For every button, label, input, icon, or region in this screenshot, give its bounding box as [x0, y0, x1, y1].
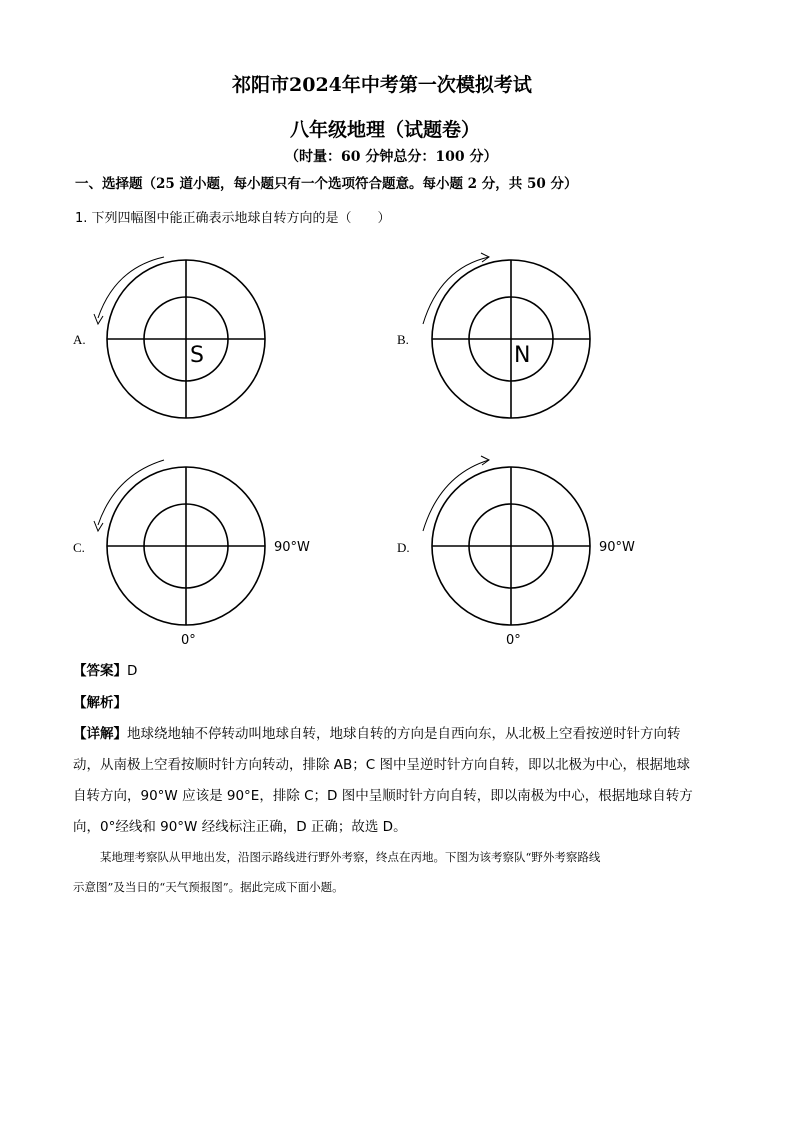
label-0-degree: 0° — [181, 633, 196, 648]
globe-diagram-a — [85, 248, 285, 428]
option-d-label: D. — [397, 540, 410, 555]
question-stem: 1. 下列四幅图中能正确表示地球自转方向的是（ ） — [75, 211, 391, 226]
detail-line-4: 向，0°经线和 90°W 经线标注正确，D 正确；故选 D。 — [73, 819, 407, 835]
passage-line-2: 示意图”及当日的“天气预报图”。据此完成下面小题。 — [73, 880, 344, 894]
detail-tag: 【详解】 — [73, 726, 127, 742]
pole-label-s: S — [190, 343, 204, 368]
option-b-label: B. — [397, 332, 409, 347]
rotation-arrow-icon — [423, 460, 489, 531]
answer-tag: 【答案】 — [73, 663, 127, 679]
time-info: （时量：60 分钟总分：100 分） — [285, 149, 498, 165]
pole-label-n: N — [514, 343, 531, 368]
globe-diagram-c — [85, 455, 325, 650]
passage-line-1: 某地理考察队从甲地出发，沿图示路线进行野外考察，终点在丙地。下图为该考察队“野外考察路线 — [100, 850, 601, 864]
detail-text-1: 地球绕地轴不停转动叫地球自转，地球自转的方向是自西向东，从北极上空看按逆时针方向转 — [127, 726, 681, 742]
analysis-tag: 【解析】 — [73, 695, 127, 711]
option-c-label: C. — [73, 540, 85, 555]
label-90w: 90°W — [599, 540, 635, 555]
answer-value: D — [127, 663, 138, 679]
globe-diagram-b — [410, 248, 610, 428]
option-a-label: A. — [73, 332, 86, 347]
detail-line-2: 动，从南极上空看按顺时针方向转动，排除 AB；C 图中呈逆时针方向自转，即以北极为中心，根据地球 — [73, 757, 691, 773]
detail-line-3: 自转方向，90°W 应该是 90°E，排除 C；D 图中呈顺时针方向自转，即以南极为中心，根据地球自转方 — [73, 788, 693, 804]
section-heading: 一、选择题（25 道小题，每小题只有一个选项符合题意。每小题 2 分，共 50 分） — [75, 176, 578, 192]
globe-diagram-d — [410, 455, 650, 650]
rotation-arrow-icon — [98, 460, 164, 525]
exam-subtitle: 八年级地理（试题卷） — [290, 119, 481, 141]
label-0-degree: 0° — [506, 633, 521, 648]
answer-line — [73, 659, 137, 679]
exam-title: 祁阳市2024年中考第一次模拟考试 — [232, 74, 532, 96]
detail-line-1 — [73, 722, 681, 742]
label-90w: 90°W — [274, 540, 310, 555]
